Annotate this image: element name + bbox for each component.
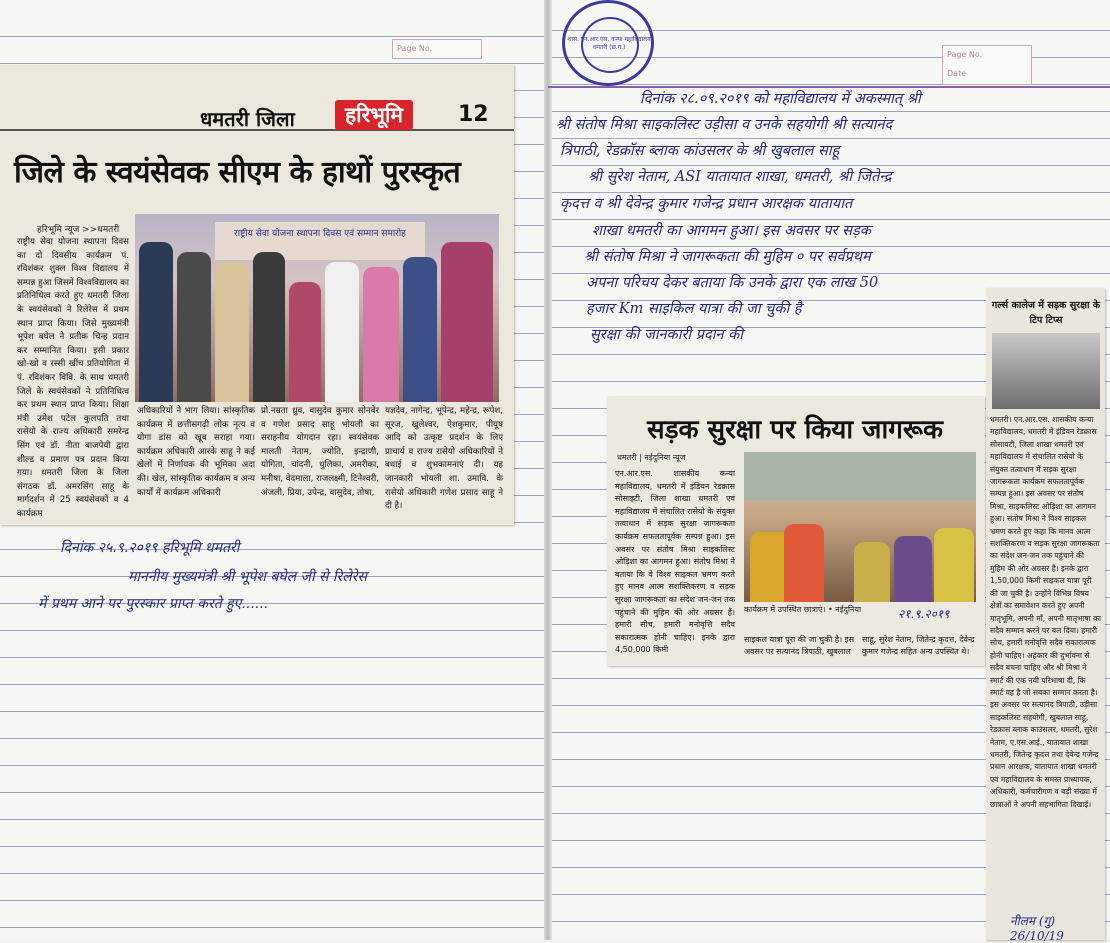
side-article-body: धमतरी। एन.आर.एस. शासकीय कन्या महाविद्यालय, धमतरी में इंडियन रेडक्रास सोसायटी, जिला शाखा धमतरी एवं महाविद्यालय में संचालित रासेयो के संयुक्त तत्वाधान में सड़क सुरक्षा जागरूकता कार्यक्रम सफलतापूर्वक सम्पन्न हुआ। इस अवसर पर संतोष मिश्रा, साइकलिस्ट ओड़िशा का आगमन हुआ। संतोष मिश्रा ने विश्व साइकल भ्रमण करते हुए कहा कि मानव आत्म सशक्तिकरण व सड़क सुरक्षा जागरूकता का संदेश जन-जन तक पहुंचाने की मुहिम की ओर अग्रसर है। इनके द्वारा 1,50,000 किमी साइकल यात्रा पूरी की जा चुकी है। उन्होंने विभिन्न विषय क्षेत्रों का समावेशन करते हुए अपनी मातृभूमि, अपनी माँ, अपनी मातृभाषा का सदैव सम्मान करने पर बल दिया। हमारी सोच, हमारी मनोवृत्ति सदैव सकारात्मक होनी चाहिए। अहंकार की दुर्भावना से सदैव बचना चाहिए और श्री मिश्रा ने स्मार्ट की एक नयी परिभाषा दी, कि स्मार्ट वह है जो सबका सम्मान करता है। इस अवसर पर सत्यानंद त्रिपाठी, उड़ीसा साइकलिस्ट सहयोगी, खुबलाल साहू, रेडक्रास ब्लाक काउंसलर, धमतरी, सुरेश नेताम, ए.एस.आई., यातायात शाखा धमतरी, जितेन्द्र कृदत्त तथा देवेन्द्र गजेन्द्र प्रधान आरक्षक, यातायात शाखा धमतरी एवं महाविद्यालय के समस्त प्राध्यापक, अधिकारी, कर्मचारीगण व बड़ी संख्या में छात्राओं ने अपनी सहभागिता दिखाई।	[990, 415, 1101, 809]
article-footer-col-2: साहू, सुरेश नेताम, जितेन्द्र कृदत्त, देवेन्द्र कुमार गजेन्द्र सहित अन्य उपस्थित थे।	[862, 635, 975, 656]
person-figure	[403, 257, 437, 402]
person-figure	[289, 282, 321, 402]
article-column-2: अधिकारियों ने भाग लिया। सांस्कृतिक कार्यक्रम में छत्तीसगढ़ी लोक नृत्य व योगा डांस को खूब सराहा गया। कार्यक्रम अधिकारी आरके साहू ने कई खेलों में निर्णायक की भूमिका अदा की। खेल, सांस्कृतिक कार्यक्रम व अन्य कार्यों में कार्यक्रम अधिकारी	[137, 406, 255, 498]
section-name: धमतरी जिला	[200, 107, 295, 131]
article-column-4: यज्ञदेव, नागेन्द्र, भूपेन्द्र, महेन्द्र, रूपेश, सूरज, खुलेश्वर, ऐशकुमार, पीयूष आदि को उत्कृष्ट प्रदर्शन के लिए प्राचार्य व राज्य रासेयो अधिकारियों ने बधाई व शुभकामनाएं दी। यह जानकारी भोयली शा. उमावि. के रासेयो अधिकारी गणेश प्रसाद साहू ने दी है।	[385, 406, 503, 512]
handwritten-line: माननीय मुख्यमंत्री श्री भूपेश बघेल जी से रिलेरेस	[128, 569, 367, 585]
handwritten-line: श्री संतोष मिश्रा ने जागरूकता की मुहिम ० पर सर्वप्रथम	[584, 249, 871, 265]
person-figure	[139, 242, 173, 402]
person-figure	[441, 242, 493, 402]
handwritten-line: श्री संतोष मिश्रा साइकलिस्ट उड़ीसा व उनके सहयोगी श्री सत्यानंद	[556, 117, 893, 133]
handwritten-line: दिनांक २८.०९.२०१९ को महाविद्यालय में अकस्मात् श्री	[640, 91, 921, 107]
handwritten-line: अपना परिचय देकर बताया कि उनके द्वारा एक लाख 50	[586, 275, 879, 291]
students-audience-photo	[744, 452, 976, 602]
article-body: एन.आर.एस. शासकीय कन्या महाविद्यालय, धमतरी में इंडियन रेडक्रास सोसाइटी, जिला शाखा धमतरी एवं महाविद्यालय में संचालित रासेयो के संयुक्त तत्वाधान में सड़क सुरक्षा जागरूकता कार्यक्रम सफलतापूर्वक सम्पन्न हुआ। इस अवसर पर संतोष मिश्रा साइकलिस्ट ओड़िशा का आगमन हुआ। संतोष मिश्रा ने बताया कि वे विश्व साइकल भ्रमण करते हुए मानव आत्म सशक्तिकरण व सड़क सुरक्षा जागरूकता का संदेश जन-जन तक पहुंचाने की मुहिम की ओर अग्रसर हैं। हमारी सोच, हमारी मनोवृत्ति सदैव सकारात्मक होनी चाहिए। इनके द्वारा 4,50,000 किमी	[615, 469, 735, 655]
person-figure	[363, 267, 399, 402]
handwritten-signature: नीलम (गु) 26/10/19	[1010, 914, 1064, 943]
handwritten-line: त्रिपाठी, रेडक्रॉस ब्लाक कांउसलर के श्री खुबलाल साहू	[560, 143, 840, 159]
page-number-label: Page No.	[947, 50, 983, 59]
handwritten-date: २१.९.२०१९	[898, 607, 950, 621]
person-figure	[177, 252, 211, 402]
person-figure	[215, 262, 249, 402]
newspaper-page-number: 12	[458, 102, 489, 127]
photo-banner: राष्ट्रीय सेवा योजना स्थापना दिवस एवं सम्मान समारोह	[215, 222, 425, 260]
article-headline: सड़क सुरक्षा पर किया जागरूक	[647, 415, 943, 445]
handwritten-line: श्री सुरेश नेताम, ASI यातायात शाखा, धमतरी, श्री जितेन्द्र	[588, 169, 892, 185]
side-headline: गर्ल्स कालेज में सड़क सुरक्षा के टिप टिप्स	[991, 300, 1101, 326]
handwritten-line: दिनांक २५.९.२०१९ हरिभूमि धमतरी	[60, 540, 240, 556]
newspaper-logo: हरिभूमि	[335, 100, 413, 130]
notebook-spine	[544, 0, 552, 940]
handwritten-line: शाखा धमतरी का आगमन हुआ। इस अवसर पर सड़क	[592, 223, 871, 239]
article-footer-col-1: साइकल यात्रा पूरा की जा चुकी है। इस अवसर पर सत्यानंद त्रिपाठी, खुबलाल	[744, 635, 854, 656]
person-figure	[253, 252, 285, 402]
handwritten-line: हजार Km साइकिल यात्रा की जा चुकी है	[586, 301, 802, 317]
award-ceremony-photo	[135, 214, 499, 402]
person-figure	[325, 262, 359, 402]
article-column-1: राष्ट्रीय सेवा योजना स्थापना दिवस का दो दिवसीय कार्यक्रम पं. रविशंकर शुक्ल विश्व विद्यालय में सम्पन्न हुआ जिसमें विश्वविद्यालय का प्रतिनिधित्व करते हुए धमतरी जिला के स्वयंसेवकों ने रिलेरेस में प्रथम स्थान प्राप्त किया। जिसे मुख्यमंत्री भूपेश बघेल ने प्रतीक चिन्ह प्रदान कर सम्मानित किया। इसी प्रकार खो-खो व रस्सी खींच प्रतियोगिता में पं. रविशंकर विवि. के साथ धमतरी जिले के स्वयंसेवकों ने प्रतिनिधित्व कर प्रथम स्थान प्राप्त किया। शिक्षा मंत्री उमेश पटेल कुलपति तथा रासेयो के राज्य अधिकारी समरेन्द्र सिंग एवं डॉ. नीता बाजपेयी द्वारा शील्ड व प्रमाण पत्र प्रदान किया गया। धमतरी जिला के जिला संगठक डॉ. अमरसिंग साहू के मार्गदर्शन में 25 स्वयंसेवकों व 4 कार्यक्रम	[17, 237, 129, 519]
photo-caption: कार्यक्रम में उपस्थित छात्राएं। • नईदुनिया	[744, 605, 862, 614]
article-byline: धमतरी | नईदुनिया न्यूज	[617, 453, 686, 462]
handwritten-line: सुरक्षा की जानकारी प्रदान की	[590, 327, 743, 343]
date-label: Date	[947, 69, 967, 78]
handwritten-line: कृदत्त व श्री देवेन्द्र कुमार गजेन्द्र प्रधान आरक्षक यातायात	[560, 196, 853, 212]
page-number-label: Page No.	[397, 44, 433, 53]
handwritten-line: में प्रथम आने पर पुरस्कार प्राप्त करते हुए......	[38, 596, 269, 612]
side-article-photo	[992, 333, 1100, 409]
article-byline: हरिभूमि न्यूज >>धमतरी	[37, 225, 120, 235]
article-headline: जिले के स्वयंसेवक सीएम के हाथों पुरस्कृत	[14, 155, 461, 190]
page-number-box-right	[942, 45, 1032, 85]
page-number-box-left	[392, 39, 482, 59]
seal-text: शास. एन.आर.एस. कन्या महाविद्यालय धमतरी (छ.ग.)	[567, 36, 651, 51]
college-seal	[562, 0, 654, 86]
article-column-3: प्रो.नम्रता ध्रुव, वासुदेव कुमार सोनबेर व गणेश प्रसाद साहू भोयली का सराहनीय योगदान रहा। स्वयंसेवक मालती नेताम, ज्योति, इन्द्राणी, योगिता, चांदनी, धुलिका, अमरीका, मनीषा, वेदमाला, राजलक्ष्मी, टिनेश्वरी, अंजली, प्रिया, उपेन्द्र, वासुदेव, तोषा,	[261, 406, 379, 498]
